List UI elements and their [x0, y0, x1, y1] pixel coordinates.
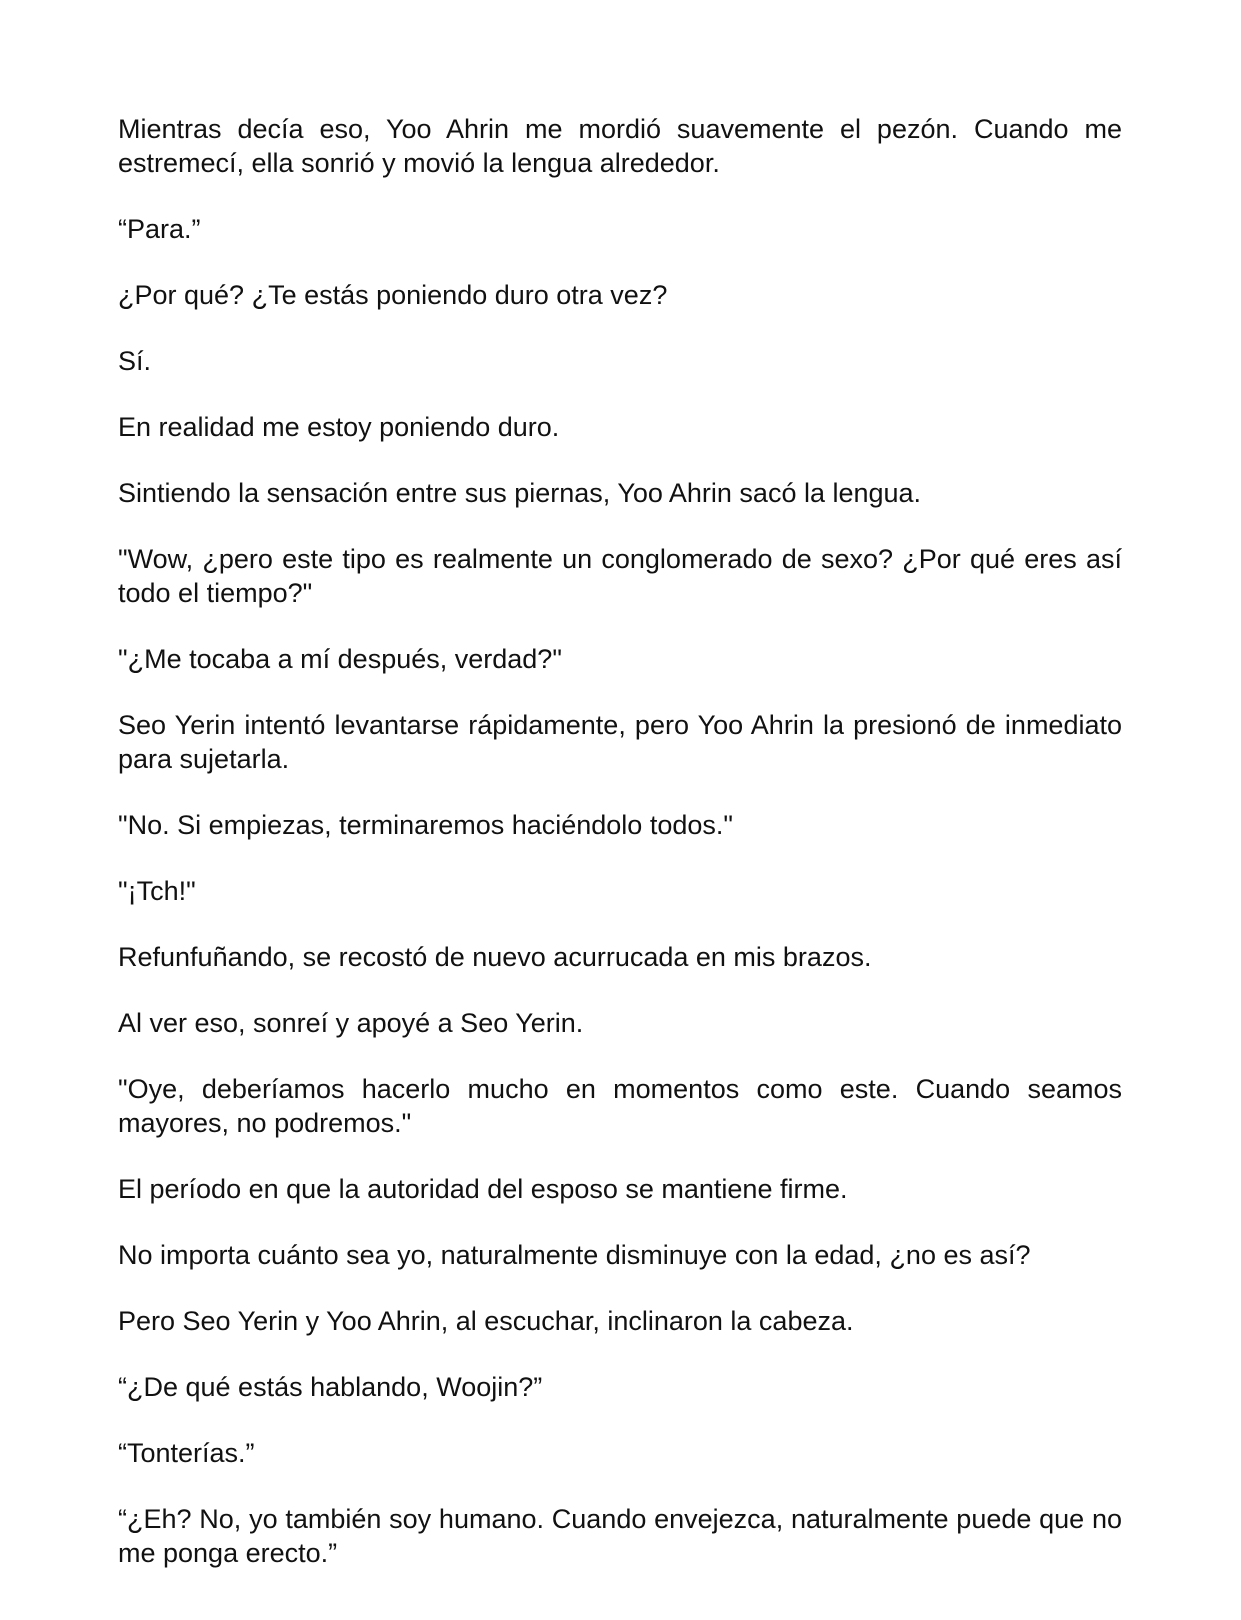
paragraph: "Oye, deberíamos hacerlo mucho en momentos como este. Cuando seamos mayores, no podremos."	[118, 1074, 1122, 1138]
paragraph: Sí.	[118, 346, 152, 376]
paragraph: “¿De qué estás hablando, Woojin?”	[118, 1372, 543, 1402]
paragraph: Mientras decía eso, Yoo Ahrin me mordió suavemente el pezón. Cuando me estremecí, ella sonrió y movió la lengua alrededor.	[118, 114, 1122, 178]
paragraph: Al ver eso, sonreí y apoyé a Seo Yerin.	[118, 1008, 584, 1038]
paragraph: "¿Me tocaba a mí después, verdad?"	[118, 644, 562, 674]
paragraph: "No. Si empiezas, terminaremos haciéndolo todos."	[118, 810, 733, 840]
paragraph: No importa cuánto sea yo, naturalmente disminuye con la edad, ¿no es así?	[118, 1240, 1031, 1270]
paragraph: “Tonterías.”	[118, 1438, 255, 1468]
paragraph: El período en que la autoridad del esposo se mantiene firme.	[118, 1174, 848, 1204]
paragraph: Sintiendo la sensación entre sus piernas, Yoo Ahrin sacó la lengua.	[118, 478, 922, 508]
paragraph: Refunfuñando, se recostó de nuevo acurrucada en mis brazos.	[118, 942, 872, 972]
paragraph: “Para.”	[118, 214, 201, 244]
paragraph: ¿Por qué? ¿Te estás poniendo duro otra vez?	[118, 280, 668, 310]
paragraph: Seo Yerin intentó levantarse rápidamente, pero Yoo Ahrin la presionó de inmediato para sujetarla.	[118, 710, 1122, 774]
paragraph: "¡Tch!"	[118, 876, 196, 906]
paragraph: En realidad me estoy poniendo duro.	[118, 412, 560, 442]
paragraph: Pero Seo Yerin y Yoo Ahrin, al escuchar, inclinaron la cabeza.	[118, 1306, 854, 1336]
paragraph: “¿Eh? No, yo también soy humano. Cuando envejezca, naturalmente puede que no me ponga erecto.”	[118, 1504, 1122, 1568]
document-page	[118, 112, 1122, 1602]
paragraph: "Wow, ¿pero este tipo es realmente un conglomerado de sexo? ¿Por qué eres así todo el tiempo?"	[118, 544, 1122, 608]
